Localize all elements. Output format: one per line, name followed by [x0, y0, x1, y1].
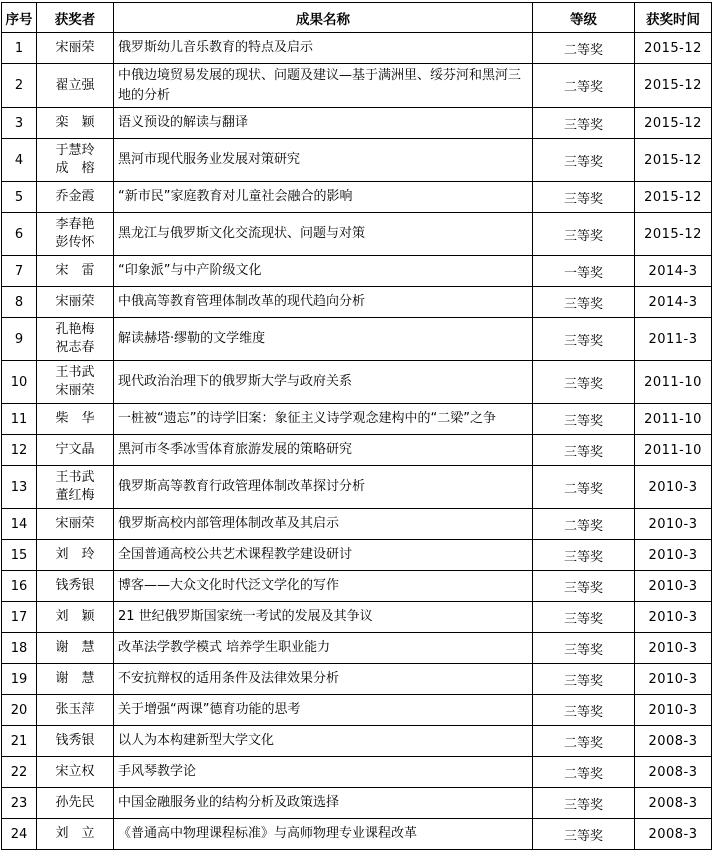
grade-cell: 三等奖: [533, 182, 635, 213]
title-cell: 黑河市冬季冰雪体育旅游发展的策略研究: [114, 435, 533, 466]
col-header-winner: 获奖者: [37, 3, 114, 33]
table-row: [2, 602, 712, 633]
table-row: [2, 287, 712, 318]
grade-cell: 三等奖: [533, 664, 635, 695]
date-cell: 2008-3: [635, 726, 712, 757]
winner-cell: 乔金霞: [37, 182, 114, 213]
date-cell: 2010-3: [635, 571, 712, 602]
date-cell: 2015-12: [635, 33, 712, 64]
date-cell: 2015-12: [635, 64, 712, 108]
grade-cell: 三等奖: [533, 602, 635, 633]
winner-cell: 刘 立: [37, 819, 114, 850]
winner-cell: 张玉萍: [37, 695, 114, 726]
table-row: [2, 757, 712, 788]
table-row: [2, 633, 712, 664]
row-number-cell: 3: [2, 108, 37, 139]
grade-cell: 三等奖: [533, 213, 635, 256]
title-cell: 俄罗斯幼儿音乐教育的特点及启示: [114, 33, 533, 64]
row-number-cell: 5: [2, 182, 37, 213]
title-cell: 中俄高等教育管理体制改革的现代趋向分析: [114, 287, 533, 318]
grade-cell: 一等奖: [533, 256, 635, 287]
winner-cell: 于慧玲 成 榕: [37, 139, 114, 182]
row-number-cell: 24: [2, 819, 37, 850]
grade-cell: 三等奖: [533, 633, 635, 664]
winner-cell: 孔艳梅 祝志春: [37, 318, 114, 361]
title-cell: 21 世纪俄罗斯国家统一考试的发展及其争议: [114, 602, 533, 633]
title-cell: 一桩被“遗忘”的诗学旧案：象征主义诗学观念建构中的“二梁”之争: [114, 404, 533, 435]
date-cell: 2010-3: [635, 664, 712, 695]
winner-cell: 王书武 宋丽荣: [37, 361, 114, 404]
title-cell: 俄罗斯高校内部管理体制改革及其启示: [114, 509, 533, 540]
table-row: [2, 788, 712, 819]
row-number-cell: 13: [2, 466, 37, 509]
title-cell: “新市民”家庭教育对儿童社会融合的影响: [114, 182, 533, 213]
row-number-cell: 12: [2, 435, 37, 466]
grade-cell: 三等奖: [533, 695, 635, 726]
table-row: [2, 33, 712, 64]
table-row: [2, 540, 712, 571]
row-number-cell: 19: [2, 664, 37, 695]
row-number-cell: 22: [2, 757, 37, 788]
grade-cell: 三等奖: [533, 435, 635, 466]
col-header-grade: 等级: [533, 3, 635, 33]
winner-cell: 宋丽荣: [37, 33, 114, 64]
winner-cell: 宋丽荣: [37, 509, 114, 540]
winner-cell: 翟立强: [37, 64, 114, 108]
title-cell: 俄罗斯高等教育行政管理体制改革探讨分析: [114, 466, 533, 509]
date-cell: 2008-3: [635, 819, 712, 850]
winner-cell: 栾 颖: [37, 108, 114, 139]
date-cell: 2015-12: [635, 139, 712, 182]
grade-cell: 三等奖: [533, 540, 635, 571]
grade-cell: 三等奖: [533, 287, 635, 318]
col-header-award-date: 获奖时间: [635, 3, 712, 33]
title-cell: 关于增强“两课”德育功能的思考: [114, 695, 533, 726]
table-row: [2, 664, 712, 695]
row-number-cell: 14: [2, 509, 37, 540]
table-row: [2, 256, 712, 287]
table-row: [2, 435, 712, 466]
date-cell: 2010-3: [635, 466, 712, 509]
title-cell: 中国金融服务业的结构分析及政策选择: [114, 788, 533, 819]
winner-cell: 柴 华: [37, 404, 114, 435]
table-body: [2, 33, 712, 850]
table-row: [2, 361, 712, 404]
table-row: [2, 819, 712, 850]
title-cell: 黑河市现代服务业发展对策研究: [114, 139, 533, 182]
table-row: [2, 695, 712, 726]
row-number-cell: 9: [2, 318, 37, 361]
row-number-cell: 21: [2, 726, 37, 757]
row-number-cell: 17: [2, 602, 37, 633]
grade-cell: 二等奖: [533, 757, 635, 788]
grade-cell: 二等奖: [533, 726, 635, 757]
table-row: [2, 318, 712, 361]
date-cell: 2008-3: [635, 788, 712, 819]
date-cell: 2010-3: [635, 602, 712, 633]
title-cell: 黑龙江与俄罗斯文化交流现状、问题与对策: [114, 213, 533, 256]
row-number-cell: 23: [2, 788, 37, 819]
date-cell: 2014-3: [635, 256, 712, 287]
winner-cell: 刘 颖: [37, 602, 114, 633]
table-row: [2, 213, 712, 256]
title-cell: 不安抗辩权的适用条件及法律效果分析: [114, 664, 533, 695]
title-cell: 现代政治治理下的俄罗斯大学与政府关系: [114, 361, 533, 404]
winner-cell: 王书武 董红梅: [37, 466, 114, 509]
winner-cell: 宁文晶: [37, 435, 114, 466]
table-row: [2, 64, 712, 108]
grade-cell: 三等奖: [533, 318, 635, 361]
grade-cell: 二等奖: [533, 509, 635, 540]
col-header-serial-number: 序号: [2, 3, 37, 33]
table-row: [2, 404, 712, 435]
row-number-cell: 20: [2, 695, 37, 726]
title-cell: 博客——大众文化时代泛文学化的写作: [114, 571, 533, 602]
winner-cell: 宋 雷: [37, 256, 114, 287]
date-cell: 2010-3: [635, 695, 712, 726]
grade-cell: 二等奖: [533, 33, 635, 64]
date-cell: 2008-3: [635, 757, 712, 788]
date-cell: 2010-3: [635, 509, 712, 540]
date-cell: 2010-3: [635, 633, 712, 664]
table-row: [2, 509, 712, 540]
title-cell: 全国普通高校公共艺术课程教学建设研讨: [114, 540, 533, 571]
date-cell: 2011-10: [635, 435, 712, 466]
table-row: [2, 108, 712, 139]
winner-cell: 孙先民: [37, 788, 114, 819]
winner-cell: 宋丽荣: [37, 287, 114, 318]
row-number-cell: 10: [2, 361, 37, 404]
row-number-cell: 16: [2, 571, 37, 602]
grade-cell: 三等奖: [533, 788, 635, 819]
title-cell: 以人为本构建新型大学文化: [114, 726, 533, 757]
title-cell: 改革法学教学模式 培养学生职业能力: [114, 633, 533, 664]
date-cell: 2011-10: [635, 404, 712, 435]
table-row: [2, 182, 712, 213]
date-cell: 2010-3: [635, 540, 712, 571]
header-row: [2, 3, 712, 33]
date-cell: 2015-12: [635, 182, 712, 213]
row-number-cell: 11: [2, 404, 37, 435]
table-row: [2, 571, 712, 602]
row-number-cell: 6: [2, 213, 37, 256]
date-cell: 2015-12: [635, 108, 712, 139]
col-header-achievement: 成果名称: [114, 3, 533, 33]
table-row: [2, 466, 712, 509]
grade-cell: 三等奖: [533, 571, 635, 602]
date-cell: 2014-3: [635, 287, 712, 318]
date-cell: 2011-3: [635, 318, 712, 361]
grade-cell: 二等奖: [533, 64, 635, 108]
row-number-cell: 15: [2, 540, 37, 571]
winner-cell: 李春艳 彭传怀: [37, 213, 114, 256]
winner-cell: 宋立权: [37, 757, 114, 788]
grade-cell: 三等奖: [533, 819, 635, 850]
row-number-cell: 4: [2, 139, 37, 182]
table-row: [2, 726, 712, 757]
awards-table: [1, 2, 712, 850]
grade-cell: 三等奖: [533, 108, 635, 139]
grade-cell: 三等奖: [533, 139, 635, 182]
date-cell: 2011-10: [635, 361, 712, 404]
grade-cell: 三等奖: [533, 404, 635, 435]
row-number-cell: 1: [2, 33, 37, 64]
title-cell: 解读赫塔·缪勒的文学维度: [114, 318, 533, 361]
winner-cell: 钱秀银: [37, 571, 114, 602]
title-cell: 中俄边境贸易发展的现状、问题及建议—基于满洲里、绥芬河和黑河三地的分析: [114, 64, 533, 108]
winner-cell: 钱秀银: [37, 726, 114, 757]
grade-cell: 三等奖: [533, 361, 635, 404]
row-number-cell: 8: [2, 287, 37, 318]
winner-cell: 刘 玲: [37, 540, 114, 571]
title-cell: 手风琴教学论: [114, 757, 533, 788]
grade-cell: 二等奖: [533, 466, 635, 509]
title-cell: “印象派”与中产阶级文化: [114, 256, 533, 287]
winner-cell: 谢 慧: [37, 633, 114, 664]
date-cell: 2015-12: [635, 213, 712, 256]
title-cell: 语义预设的解读与翻译: [114, 108, 533, 139]
row-number-cell: 2: [2, 64, 37, 108]
row-number-cell: 18: [2, 633, 37, 664]
table-row: [2, 139, 712, 182]
winner-cell: 谢 慧: [37, 664, 114, 695]
row-number-cell: 7: [2, 256, 37, 287]
title-cell: 《普通高中物理课程标准》与高师物理专业课程改革: [114, 819, 533, 850]
